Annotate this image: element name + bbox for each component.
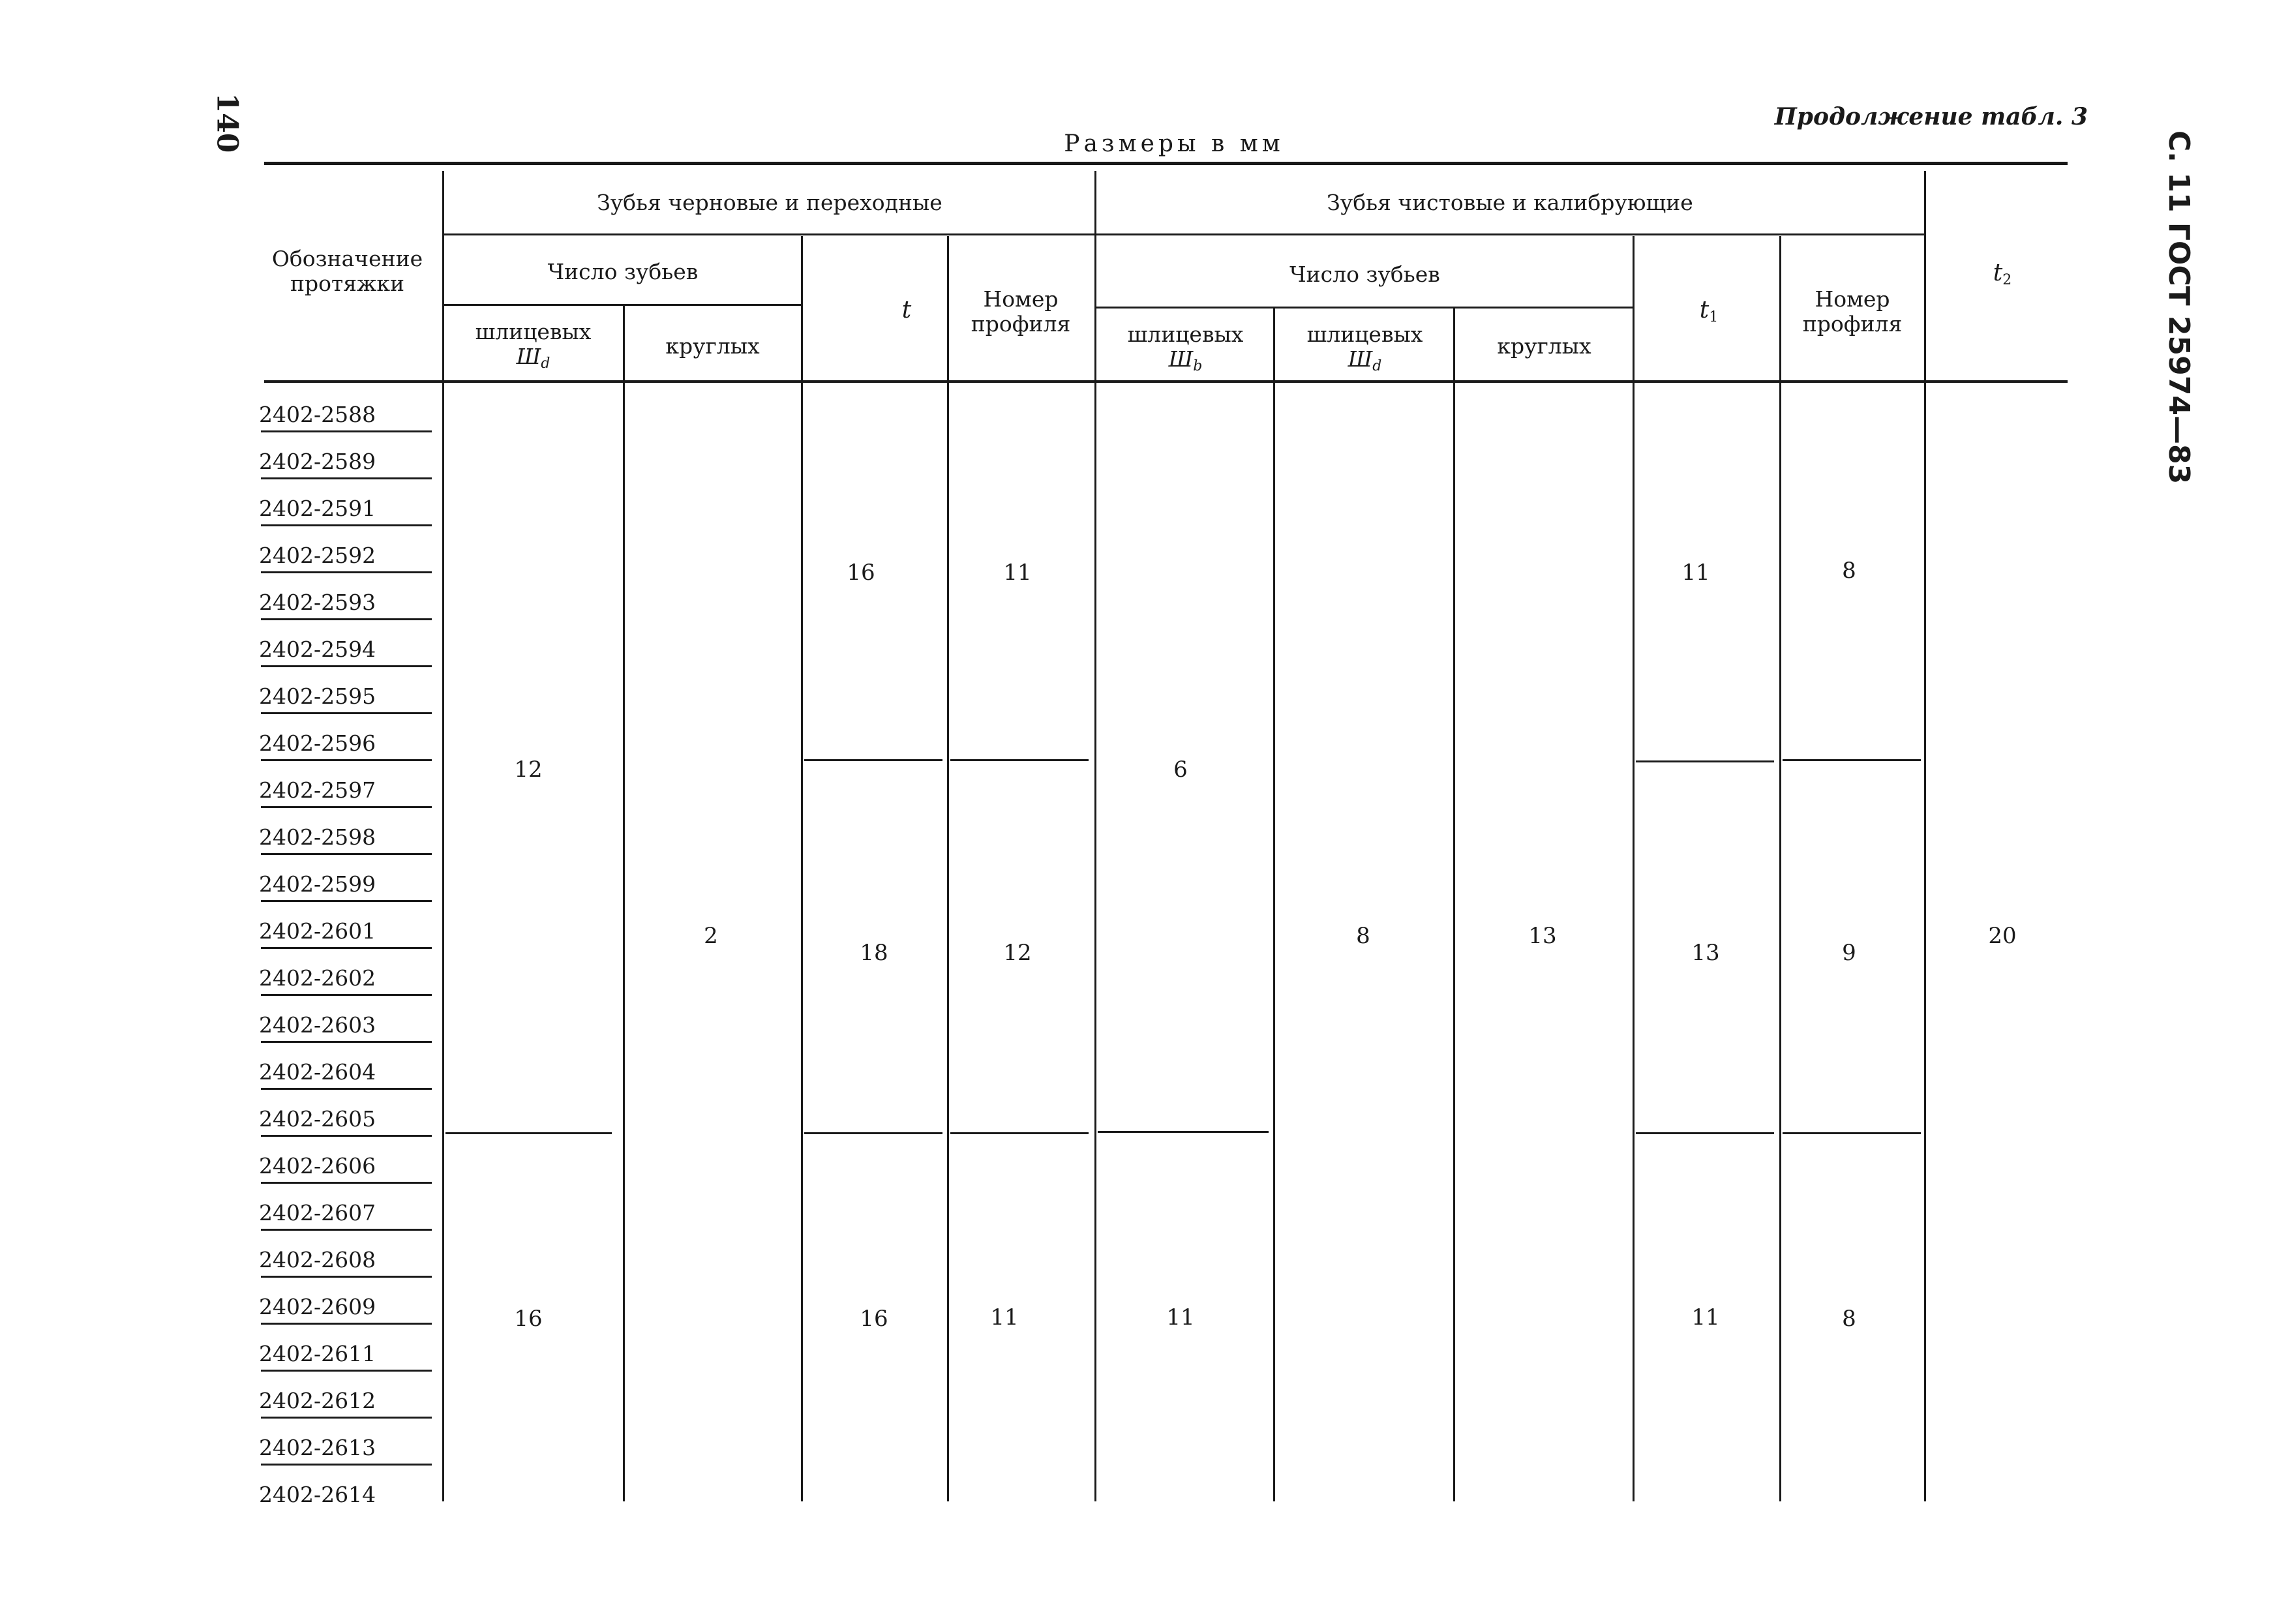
row-rule — [261, 1370, 432, 1372]
prof2-group-rule-2 — [1783, 1132, 1921, 1134]
row-label: 2402-2607 — [259, 1200, 376, 1226]
shb-group-rule — [1098, 1131, 1269, 1133]
row-rule — [261, 759, 432, 761]
t-group-rule-2 — [804, 1132, 942, 1134]
row-label: 2402-2603 — [259, 1012, 376, 1038]
col-line-3 — [801, 236, 803, 1501]
row-label: 2402-2604 — [259, 1059, 376, 1085]
standard-label: С. 11 ГОСТ 25974—83 — [2162, 130, 2195, 485]
row-label: 2402-2614 — [259, 1482, 376, 1507]
row-rule — [261, 806, 432, 808]
header-spline-label-3: шлицевых — [1306, 322, 1423, 347]
value-t-2: 18 — [860, 940, 888, 966]
row-label: 2402-2591 — [259, 496, 376, 521]
prof2-group-rule-1 — [1783, 759, 1921, 761]
finish-group-rule — [1096, 233, 1924, 235]
units-caption: Размеры в мм — [1064, 130, 1284, 157]
header-spline-label-2: шлицевых — [1127, 322, 1244, 347]
t1-group-rule-2 — [1636, 1132, 1774, 1134]
t-group-rule-1 — [804, 759, 942, 761]
row-label: 2402-2595 — [259, 684, 376, 709]
value-t-3: 16 — [860, 1306, 888, 1332]
value-round: 2 — [704, 923, 718, 949]
header-round: круглых — [665, 333, 760, 359]
row-label: 2402-2597 — [259, 777, 376, 803]
header-shb-symbol: $Ш_b$ — [1168, 346, 1203, 374]
rough-group-rule — [444, 233, 1096, 235]
row-rule — [261, 430, 432, 432]
value-profile-1: 11 — [1003, 560, 1032, 586]
page-number: 140 — [210, 93, 244, 153]
prof-group-rule-2 — [950, 1132, 1089, 1134]
header-teeth-count-finish: Число зубьев — [1289, 262, 1440, 287]
row-label: 2402-2613 — [259, 1435, 376, 1460]
row-label: 2402-2592 — [259, 543, 376, 568]
row-rule — [261, 994, 432, 996]
row-label: 2402-2606 — [259, 1153, 376, 1179]
row-label: 2402-2602 — [259, 965, 376, 991]
value-profile-2: 12 — [1003, 940, 1032, 966]
header-profile-no: Номер профиля — [971, 286, 1071, 337]
row-label: 2402-2605 — [259, 1106, 376, 1132]
value-t1-1: 11 — [1681, 560, 1710, 586]
row-rule — [261, 477, 432, 479]
shd-group-rule — [445, 1132, 612, 1134]
value-shd-bottom: 16 — [514, 1306, 543, 1332]
row-label: 2402-2599 — [259, 871, 376, 897]
header-t: t — [901, 297, 912, 323]
row-label: 2402-2588 — [259, 402, 376, 427]
header-rough-group: Зубья черновые и переходные — [597, 190, 942, 215]
header-spline-shd-2 — [1278, 322, 1451, 374]
row-label: 2402-2611 — [259, 1341, 376, 1366]
row-rule — [261, 1229, 432, 1231]
row-rule — [261, 1088, 432, 1090]
row-rule — [261, 618, 432, 620]
header-spline-shb — [1099, 322, 1272, 374]
value-shd-top: 12 — [514, 757, 543, 783]
row-rule — [261, 853, 432, 855]
col-line-2 — [623, 304, 625, 1501]
value-round-finish: 13 — [1528, 923, 1557, 949]
row-rule — [261, 1276, 432, 1278]
row-label: 2402-2593 — [259, 590, 376, 615]
value-t1-2: 13 — [1691, 940, 1720, 966]
header-shd2-symbol: $Ш_d$ — [1348, 346, 1382, 374]
col-line-1 — [442, 171, 444, 1501]
row-label: 2402-2589 — [259, 449, 376, 474]
header-round-2: круглых — [1497, 333, 1591, 359]
col-line-4 — [947, 236, 949, 1501]
col-line-6 — [1273, 307, 1275, 1501]
header-bottom-rule — [264, 380, 2068, 383]
row-rule — [261, 1041, 432, 1043]
col-line-8 — [1633, 236, 1635, 1501]
row-rule — [261, 1135, 432, 1137]
prof-group-rule-1 — [950, 759, 1089, 761]
row-rule — [261, 1182, 432, 1184]
header-t2: $t_2$ — [1993, 260, 2012, 288]
value-t2: 20 — [1988, 923, 2017, 949]
header-profile-no-2: Номер профиля — [1802, 286, 1903, 337]
value-shd-finish: 8 — [1356, 923, 1370, 949]
table-top-rule — [264, 162, 2068, 165]
value-shb-top: 6 — [1173, 757, 1188, 783]
row-rule — [261, 712, 432, 714]
col-line-7 — [1453, 307, 1455, 1501]
continuation-label: Продолжение табл. 3 — [1774, 103, 2088, 130]
value-profile2-2: 9 — [1842, 940, 1856, 966]
header-teeth-count-rough: Число зубьев — [547, 259, 699, 284]
value-t-1: 16 — [847, 560, 875, 586]
row-rule — [261, 947, 432, 949]
header-spline-shd — [447, 320, 620, 372]
col-line-9 — [1779, 236, 1781, 1501]
value-profile-3: 11 — [990, 1304, 1019, 1331]
teeth-count-rule-2 — [1096, 307, 1634, 308]
col-line-10 — [1924, 171, 1926, 1501]
row-label: 2402-2594 — [259, 637, 376, 662]
header-shd-symbol: $Ш_d$ — [516, 343, 550, 372]
row-rule — [261, 1417, 432, 1419]
row-label: 2402-2598 — [259, 824, 376, 850]
row-rule — [261, 1323, 432, 1325]
value-shb-bottom: 11 — [1166, 1304, 1195, 1331]
row-label: 2402-2608 — [259, 1247, 376, 1272]
header-t1: $t_1$ — [1699, 297, 1719, 325]
row-label: 2402-2601 — [259, 918, 376, 944]
header-spline-label: шлицевых — [475, 319, 592, 344]
value-t1-3: 11 — [1691, 1304, 1720, 1331]
header-finish-group: Зубья чистовые и калибрующие — [1327, 190, 1693, 215]
value-profile2-1: 8 — [1842, 558, 1856, 584]
value-profile2-3: 8 — [1842, 1306, 1856, 1332]
row-label: 2402-2612 — [259, 1388, 376, 1413]
row-rule — [261, 900, 432, 902]
row-label: 2402-2609 — [259, 1294, 376, 1319]
row-rule — [261, 1464, 432, 1466]
row-rule — [261, 524, 432, 526]
header-designation: Обозначение протяжки — [271, 246, 423, 296]
row-label: 2402-2596 — [259, 730, 376, 756]
row-rule — [261, 571, 432, 573]
t1-group-rule-1 — [1636, 760, 1774, 762]
row-rule — [261, 665, 432, 667]
col-line-5 — [1094, 171, 1096, 1501]
